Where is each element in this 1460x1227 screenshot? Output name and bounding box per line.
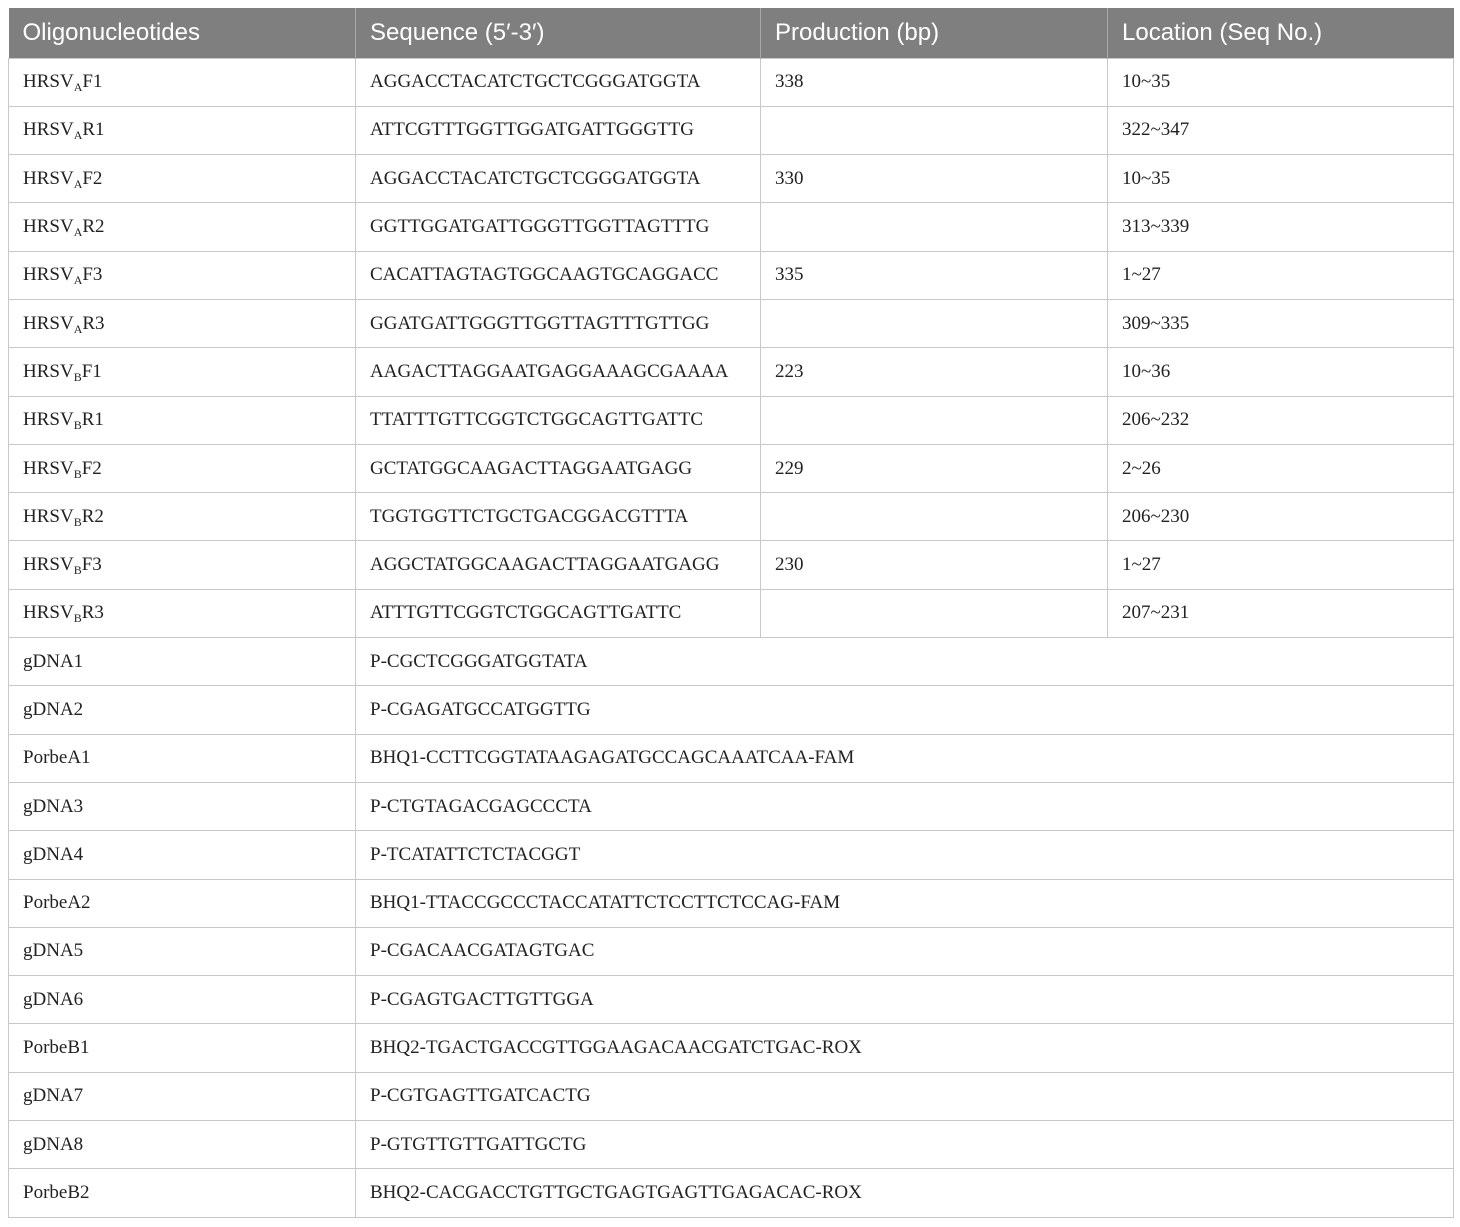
primer-name-suffix: R2 xyxy=(82,216,105,238)
primer-row xyxy=(9,396,1454,444)
probe-row xyxy=(9,927,1454,975)
oligonucleotide-table xyxy=(8,8,1454,1218)
primer-name-suffix: R3 xyxy=(82,312,105,334)
production-cell xyxy=(761,299,1108,347)
primer-name-suffix: F2 xyxy=(82,167,103,189)
primer-name-subscript: B xyxy=(73,369,82,384)
location-cell: 10~35 xyxy=(1108,155,1454,203)
table-body xyxy=(9,58,1454,1217)
table-header xyxy=(9,8,1454,58)
header-location: Location (Seq No.) xyxy=(1108,8,1454,58)
production-cell: 230 xyxy=(761,541,1108,589)
primer-name-prefix: HRSV xyxy=(23,457,74,479)
probe-row xyxy=(9,976,1454,1024)
primer-name-prefix: HRSV xyxy=(23,409,74,431)
location-cell: 10~36 xyxy=(1108,348,1454,396)
primer-name-suffix: F3 xyxy=(82,264,103,286)
header-sequence: Sequence (5′-3′) xyxy=(356,8,761,58)
primer-name-subscript: A xyxy=(73,80,83,95)
sequence-cell: TTATTTGTTCGGTCTGGCAGTTGATTC xyxy=(356,396,761,444)
primer-row xyxy=(9,106,1454,154)
location-cell: 206~232 xyxy=(1108,396,1454,444)
probe-sequence-cell: P-CGCTCGGGATGGTATA xyxy=(356,638,1454,686)
probe-sequence-cell: P-CTGTAGACGAGCCCTA xyxy=(356,782,1454,830)
primer-name-cell xyxy=(9,493,356,541)
probe-name-cell: gDNA4 xyxy=(9,831,356,879)
primer-row xyxy=(9,541,1454,589)
primer-name-subscript: B xyxy=(73,611,82,626)
probe-row xyxy=(9,1121,1454,1169)
primer-row xyxy=(9,589,1454,637)
probe-row xyxy=(9,831,1454,879)
probe-sequence-cell: BHQ2-TGACTGACCGTTGGAAGACAACGATCTGAC-ROX xyxy=(356,1024,1454,1072)
primer-row xyxy=(9,58,1454,106)
header-production: Production (bp) xyxy=(761,8,1108,58)
production-cell: 223 xyxy=(761,348,1108,396)
sequence-cell: GGTTGGATGATTGGGTTGGTTAGTTTG xyxy=(356,203,761,251)
sequence-cell: AGGACCTACATCTGCTCGGGATGGTA xyxy=(356,58,761,106)
sequence-cell: ATTTGTTCGGTCTGGCAGTTGATTC xyxy=(356,589,761,637)
primer-row xyxy=(9,155,1454,203)
primer-name-suffix: F2 xyxy=(81,457,102,479)
primer-name-suffix: R1 xyxy=(82,119,105,141)
primer-name-prefix: HRSV xyxy=(23,216,74,238)
location-cell: 322~347 xyxy=(1108,106,1454,154)
sequence-cell: GGATGATTGGGTTGGTTAGTTTGTTGG xyxy=(356,299,761,347)
primer-row xyxy=(9,251,1454,299)
production-cell xyxy=(761,203,1108,251)
primer-name-prefix: HRSV xyxy=(23,264,74,286)
probe-name-cell: gDNA8 xyxy=(9,1121,356,1169)
probe-sequence-cell: P-CGACAACGATAGTGAC xyxy=(356,927,1454,975)
sequence-cell: GCTATGGCAAGACTTAGGAATGAGG xyxy=(356,444,761,492)
primer-name-suffix: F1 xyxy=(81,360,102,382)
primer-name-cell xyxy=(9,203,356,251)
production-cell: 338 xyxy=(761,58,1108,106)
primer-name-cell xyxy=(9,106,356,154)
primer-name-prefix: HRSV xyxy=(23,360,74,382)
probe-sequence-cell: P-TCATATTCTCTACGGT xyxy=(356,831,1454,879)
sequence-cell: AGGCTATGGCAAGACTTAGGAATGAGG xyxy=(356,541,761,589)
primer-row xyxy=(9,444,1454,492)
primer-name-cell xyxy=(9,251,356,299)
probe-name-cell: PorbeA1 xyxy=(9,734,356,782)
probe-name-cell: gDNA7 xyxy=(9,1072,356,1120)
production-cell: 229 xyxy=(761,444,1108,492)
primer-name-subscript: A xyxy=(73,273,83,288)
production-cell: 335 xyxy=(761,251,1108,299)
primer-name-suffix: R3 xyxy=(81,602,104,624)
primer-row xyxy=(9,299,1454,347)
primer-row xyxy=(9,348,1454,396)
primer-name-cell xyxy=(9,299,356,347)
primer-name-cell xyxy=(9,589,356,637)
production-cell xyxy=(761,493,1108,541)
sequence-cell: AGGACCTACATCTGCTCGGGATGGTA xyxy=(356,155,761,203)
primer-name-cell xyxy=(9,541,356,589)
probe-row xyxy=(9,1072,1454,1120)
location-cell: 1~27 xyxy=(1108,251,1454,299)
sequence-cell: ATTCGTTTGGTTGGATGATTGGGTTG xyxy=(356,106,761,154)
sequence-cell: CACATTAGTAGTGGCAAGTGCAGGACC xyxy=(356,251,761,299)
production-cell xyxy=(761,106,1108,154)
primer-name-subscript: B xyxy=(73,514,82,529)
primer-row xyxy=(9,203,1454,251)
header-oligonucleotides: Oligonucleotides xyxy=(22,18,200,46)
probe-sequence-cell: BHQ2-CACGACCTGTTGCTGAGTGAGTTGAGACAC-ROX xyxy=(356,1169,1454,1217)
probe-sequence-cell: BHQ1-TTACCGCCCTACCATATTCTCCTTCTCCAG-FAM xyxy=(356,879,1454,927)
probe-row xyxy=(9,638,1454,686)
probe-name-cell: gDNA5 xyxy=(9,927,356,975)
primer-name-subscript: A xyxy=(73,321,83,336)
location-cell: 206~230 xyxy=(1108,493,1454,541)
probe-sequence-cell: P-CGAGTGACTTGTTGGA xyxy=(356,976,1454,1024)
production-cell: 330 xyxy=(761,155,1108,203)
probe-row xyxy=(9,734,1454,782)
probe-name-cell: gDNA2 xyxy=(9,686,356,734)
probe-name-cell: PorbeB2 xyxy=(9,1169,356,1217)
primer-name-suffix: R2 xyxy=(81,505,104,527)
location-cell: 309~335 xyxy=(1108,299,1454,347)
probe-row xyxy=(9,686,1454,734)
primer-name-prefix: HRSV xyxy=(23,602,74,624)
primer-name-prefix: HRSV xyxy=(23,71,74,93)
header-row xyxy=(9,8,1454,58)
probe-sequence-cell: BHQ1-CCTTCGGTATAAGAGATGCCAGCAAATCAA-FAM xyxy=(356,734,1454,782)
primer-name-subscript: B xyxy=(73,563,82,578)
oligonucleotide-table-container xyxy=(8,8,1453,1218)
probe-name-cell: gDNA6 xyxy=(9,976,356,1024)
primer-name-suffix: F3 xyxy=(81,554,102,576)
probe-row xyxy=(9,879,1454,927)
location-cell: 207~231 xyxy=(1108,589,1454,637)
primer-name-prefix: HRSV xyxy=(23,505,74,527)
primer-name-suffix: F1 xyxy=(82,71,103,93)
primer-name-prefix: HRSV xyxy=(23,119,74,141)
primer-row xyxy=(9,493,1454,541)
primer-name-cell xyxy=(9,348,356,396)
primer-name-prefix: HRSV xyxy=(23,167,74,189)
probe-name-cell: PorbeB1 xyxy=(9,1024,356,1072)
probe-sequence-cell: P-GTGTTGTTGATTGCTG xyxy=(356,1121,1454,1169)
primer-name-cell xyxy=(9,155,356,203)
primer-name-prefix: HRSV xyxy=(23,554,74,576)
sequence-cell: TGGTGGTTCTGCTGACGGACGTTTA xyxy=(356,493,761,541)
primer-name-prefix: HRSV xyxy=(23,312,74,334)
primer-name-subscript: A xyxy=(73,128,83,143)
probe-name-cell: PorbeA2 xyxy=(9,879,356,927)
primer-name-subscript: B xyxy=(73,466,82,481)
sequence-cell: AAGACTTAGGAATGAGGAAAGCGAAAA xyxy=(356,348,761,396)
location-cell: 2~26 xyxy=(1108,444,1454,492)
primer-name-subscript: A xyxy=(73,176,83,191)
primer-name-cell xyxy=(9,444,356,492)
probe-row xyxy=(9,1024,1454,1072)
primer-name-suffix: R1 xyxy=(81,409,104,431)
primer-name-cell xyxy=(9,396,356,444)
production-cell xyxy=(761,589,1108,637)
probe-row xyxy=(9,782,1454,830)
primer-name-subscript: B xyxy=(73,418,82,433)
probe-name-cell: gDNA3 xyxy=(9,782,356,830)
probe-row xyxy=(9,1169,1454,1217)
production-cell xyxy=(761,396,1108,444)
primer-name-subscript: A xyxy=(73,225,83,240)
probe-sequence-cell: P-CGAGATGCCATGGTTG xyxy=(356,686,1454,734)
probe-sequence-cell: P-CGTGAGTTGATCACTG xyxy=(356,1072,1454,1120)
primer-name-cell xyxy=(9,58,356,106)
location-cell: 313~339 xyxy=(1108,203,1454,251)
location-cell: 1~27 xyxy=(1108,541,1454,589)
probe-name-cell: gDNA1 xyxy=(9,638,356,686)
location-cell: 10~35 xyxy=(1108,58,1454,106)
